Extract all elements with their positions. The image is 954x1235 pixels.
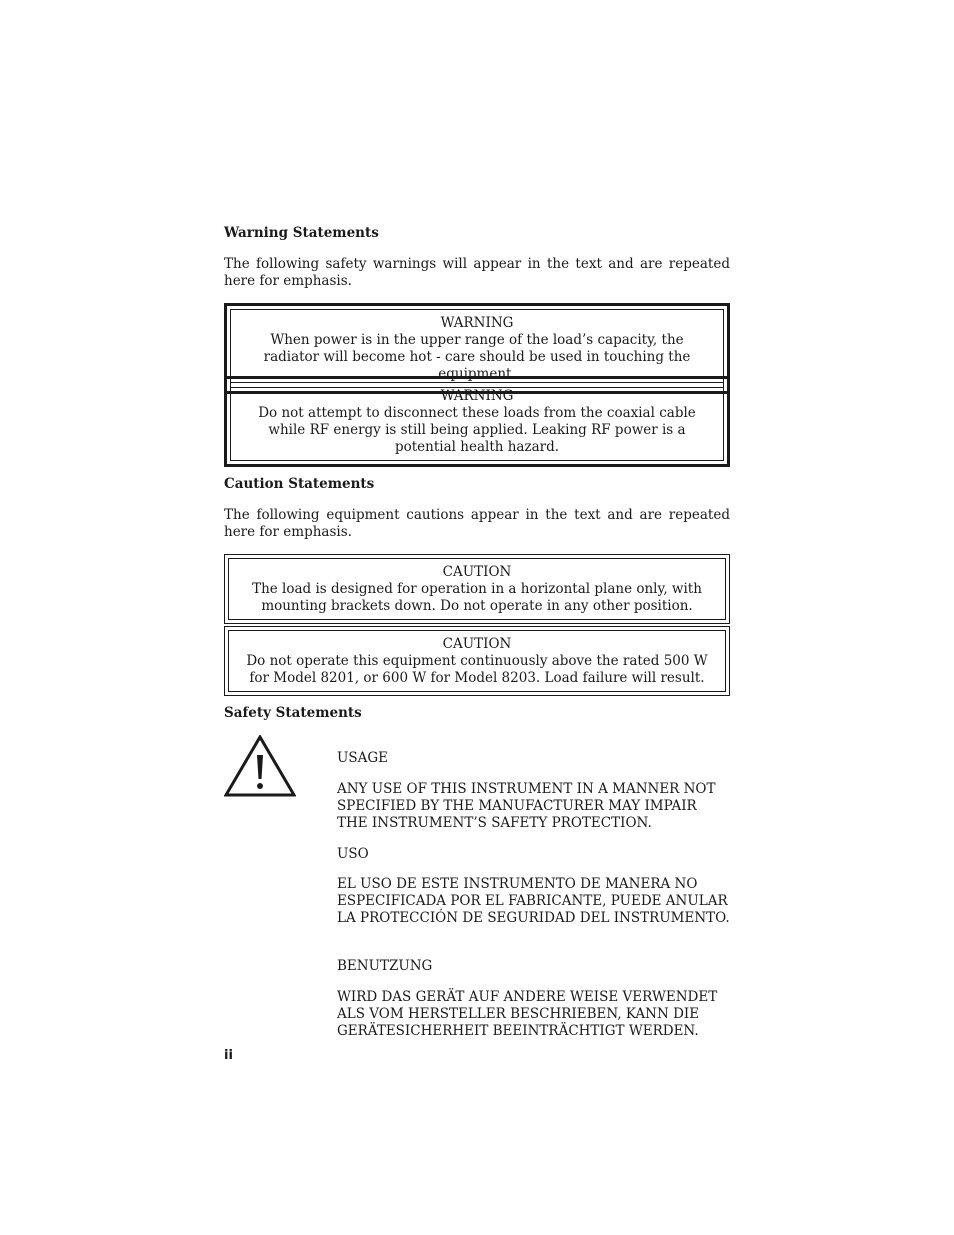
safety-label-benutzung: BENUTZUNG xyxy=(337,957,433,974)
caution-box-2-text: Do not operate this equipment continuously above the rated 500 W for Model 8201, or 600 W for Model 8203. Load failure will result. xyxy=(246,653,708,686)
caution-box-1-inner xyxy=(228,558,726,620)
safety-statements-heading: Safety Statements xyxy=(224,705,362,721)
safety-text-uso: EL USO DE ESTE INSTRUMENTO DE MANERA NO ESPECIFICADA POR EL FABRICANTE, PUEDE ANULAR LA PROTECCIÓN DE SEGURIDAD DEL INSTRUMENTO. xyxy=(337,875,730,926)
caution-box-1-title: CAUTION xyxy=(442,564,512,580)
caution-statements-heading: Caution Statements xyxy=(224,476,375,492)
warning-box-2-text: Do not attempt to disconnect these loads from the coaxial cable while RF energy is still being applied. Leaking RF power is a potential health hazard. xyxy=(258,405,696,455)
warning-box-2-inner xyxy=(230,382,724,461)
caution-box-1-text: The load is designed for operation in a horizontal plane only, with mounting brackets down. Do not operate in any other position. xyxy=(252,581,702,614)
caution-box-2 xyxy=(224,626,730,696)
warning-intro-paragraph: The following safety warnings will appear in the text and are repeated here for emphasis. xyxy=(224,256,730,289)
caution-box-2-inner xyxy=(228,630,726,692)
safety-text-usage: ANY USE OF THIS INSTRUMENT IN A MANNER NOT SPECIFIED BY THE MANUFACTURER MAY IMPAIR THE INSTRUMENT’S SAFETY PROTECTION. xyxy=(337,780,716,831)
warning-statements-heading: Warning Statements xyxy=(224,225,379,241)
safety-label-uso: USO xyxy=(337,845,369,862)
warning-box-1-text: When power is in the upper range of the load’s capacity, the radiator will become hot - care should be used in touching the equipment. xyxy=(263,332,691,382)
caution-intro-paragraph: The following equipment cautions appear in the text and are repeated here for emphasis. xyxy=(224,507,730,540)
safety-label-usage: USAGE xyxy=(337,749,389,766)
warning-box-2-title: WARNING xyxy=(440,388,514,404)
warning-box-1-title: WARNING xyxy=(440,315,514,331)
page-number: ii xyxy=(224,1048,233,1063)
caution-box-1 xyxy=(224,554,730,624)
warning-box-2 xyxy=(224,376,730,467)
warning-triangle-icon xyxy=(224,735,296,797)
caution-box-2-title: CAUTION xyxy=(442,636,512,652)
safety-text-benutzung: WIRD DAS GERÄT AUF ANDERE WEISE VERWENDET ALS VOM HERSTELLER BESCHRIEBEN, KANN DIE GERÄTESICHERHEIT BEEINTRÄCHTIGT WERDEN. xyxy=(337,988,718,1039)
